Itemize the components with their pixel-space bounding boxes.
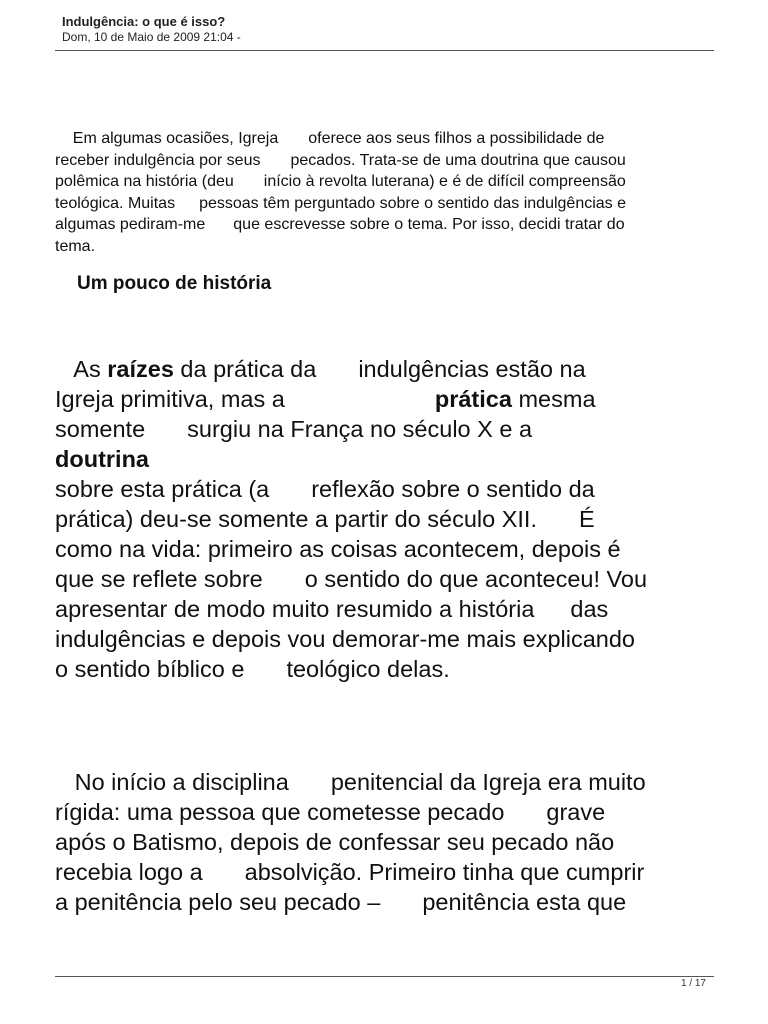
document-header xyxy=(62,14,714,45)
text-run: Igreja primitiva, mas a xyxy=(55,386,285,412)
text-run: mesma xyxy=(511,386,596,412)
text-line xyxy=(55,474,735,504)
text-run: das xyxy=(570,596,609,622)
text-run: penitencial da Igreja era muito xyxy=(330,769,646,795)
text-run: a penitência pelo seu pecado – xyxy=(55,889,381,915)
text-line xyxy=(55,797,735,827)
text-run: o sentido do que aconteceu! Vou xyxy=(304,566,648,592)
text-run: rígida: uma pessoa que cometesse pecado xyxy=(55,799,505,825)
document-date: Dom, 10 de Maio de 2009 21:04 - xyxy=(62,30,241,44)
text-line xyxy=(55,444,735,474)
text-line xyxy=(55,827,735,857)
text-run: teológico delas. xyxy=(286,656,450,682)
intro-text: pecados. Trata-se de uma doutrina que causou xyxy=(290,151,626,169)
text-run: reflexão sobre o sentido da xyxy=(311,476,595,502)
text-line xyxy=(55,654,735,684)
text-run: As xyxy=(73,356,108,382)
text-run: que se reflete sobre xyxy=(55,566,263,592)
intro-text: receber indulgência por seus xyxy=(55,151,261,169)
text-run: penitência esta que xyxy=(422,889,627,915)
intro-line xyxy=(55,171,715,193)
bold-term: doutrina xyxy=(55,446,149,472)
text-run: somente xyxy=(55,416,146,442)
history-paragraph-2 xyxy=(55,767,735,917)
intro-text: início à revolta luterana) e é de difícil compreensão xyxy=(263,173,626,190)
text-line xyxy=(55,354,735,384)
intro-line xyxy=(55,214,715,236)
text-line xyxy=(55,504,735,534)
text-line xyxy=(55,564,735,594)
footer-divider xyxy=(55,976,714,977)
text-run: sobre esta prática (a xyxy=(55,476,270,502)
text-run: absolvição. Primeiro tinha que cumprir xyxy=(244,859,645,885)
text-run: apresentar de modo muito resumido a história xyxy=(55,596,535,622)
intro-text: que escrevesse sobre o tema. Por isso, decidi tratar do xyxy=(233,216,625,233)
bold-term: raízes xyxy=(107,356,174,382)
intro-text: pessoas têm perguntado sobre o sentido das indulgências e xyxy=(199,194,627,212)
text-run: recebia logo a xyxy=(55,859,203,885)
text-line xyxy=(55,767,735,797)
document-title: Indulgência: o que é isso? xyxy=(62,14,226,29)
intro-paragraph xyxy=(55,128,715,257)
intro-line xyxy=(55,128,715,150)
text-line xyxy=(55,384,735,414)
text-line xyxy=(55,857,735,887)
text-run: prática) deu-se somente a partir do século XII. xyxy=(55,506,537,532)
text-run: grave xyxy=(546,799,606,825)
text-run: o sentido bíblico e xyxy=(55,656,245,682)
text-run: indulgências estão na xyxy=(358,356,586,382)
text-line xyxy=(55,594,735,624)
text-line xyxy=(55,887,735,917)
bold-term: prática xyxy=(434,386,512,412)
intro-text: Em algumas ocasiões, Igreja xyxy=(72,130,279,147)
text-line xyxy=(55,534,735,564)
page-number: 1 / 17 xyxy=(680,978,706,989)
history-paragraph-1 xyxy=(55,354,735,684)
text-run: após o Batismo, depois de confessar seu pecado não xyxy=(55,829,615,855)
intro-text: algumas pediram-me xyxy=(55,216,206,233)
header-divider xyxy=(55,50,714,51)
text-run: indulgências e depois vou demorar-me mais explicando xyxy=(55,626,635,652)
text-run: como na vida: primeiro as coisas acontecem, depois é xyxy=(55,536,621,562)
intro-line xyxy=(55,236,715,258)
intro-text: oferece aos seus filhos a possibilidade de xyxy=(308,130,605,147)
text-line xyxy=(55,414,735,444)
intro-line xyxy=(55,150,715,172)
text-line xyxy=(55,624,735,654)
intro-text: tema. xyxy=(55,237,96,255)
section-heading: Um pouco de história xyxy=(77,273,272,294)
text-run: No início a disciplina xyxy=(74,769,289,795)
intro-text: teológica. Muitas xyxy=(55,194,176,212)
text-run: da prática da xyxy=(173,356,317,382)
text-run: surgiu na França no século X e a xyxy=(187,416,533,442)
intro-line xyxy=(55,193,715,215)
text-run: É xyxy=(579,506,595,532)
intro-text: polêmica na história (deu xyxy=(55,173,234,190)
